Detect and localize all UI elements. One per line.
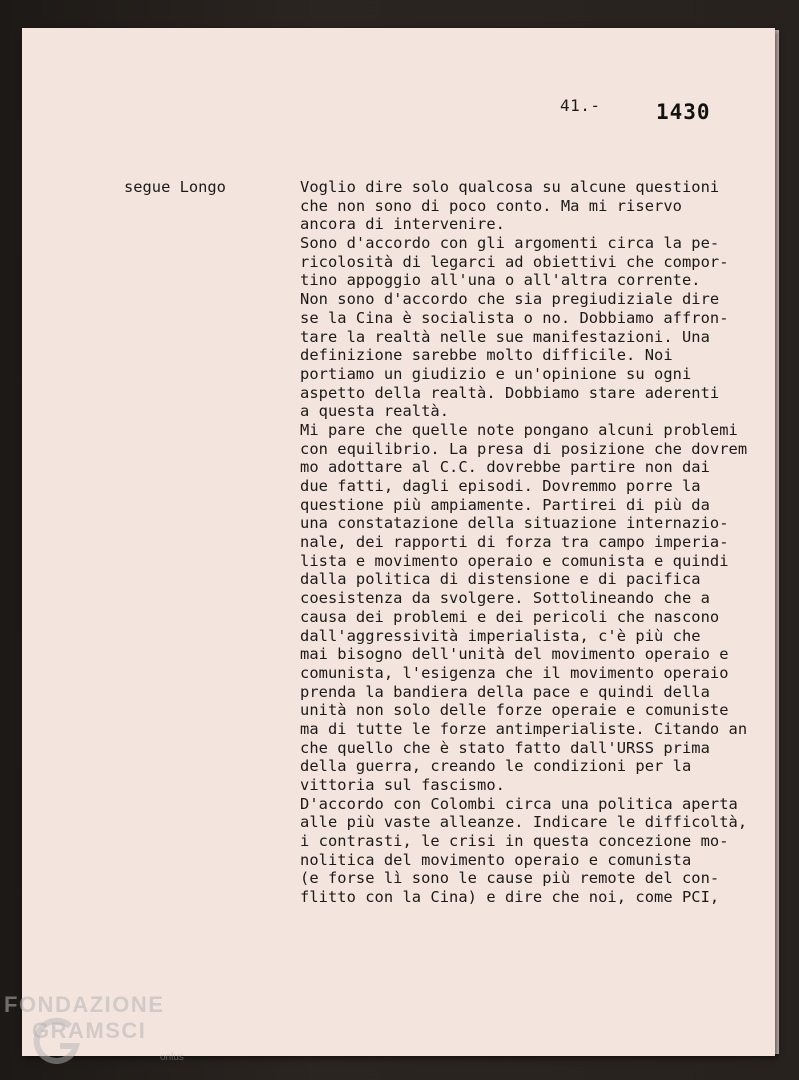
page-number: 41.- [560,96,601,115]
document-number: 1430 [656,100,711,124]
text-line: mo adottare al C.C. dovrebbe partire non dai [300,458,710,477]
text-line: Mi pare che quelle note pongano alcuni problemi [300,420,738,439]
body-text [300,178,755,907]
text-line: a questa realtà. [300,402,450,421]
text-line: i contrasti, le crisi in questa concezione mo- [300,832,729,851]
text-line: che quello che è stato fatto dall'URSS prima [300,738,710,757]
text-line: unità non solo delle forze operaie e comuniste [300,701,729,720]
watermark-logo-icon [30,1014,86,1070]
text-line: nale, dei rapporti di forza tra campo imperia- [300,533,729,552]
text-line: questione più ampiamente. Partirei di più da [300,495,710,514]
text-line: D'accordo con Colombi circa una politica aperta [300,794,738,813]
text-line: tino appoggio all'una o all'altra corrente. [300,271,701,290]
text-line: ancora di intervenire. [300,215,505,234]
text-line: lista e movimento operaio e comunista e quindi [300,551,729,570]
watermark-line-2: GRAMSCI [32,1018,147,1043]
text-line: con equilibrio. La presa di posizione che dovrem [300,439,748,458]
watermark-line-1: FONDAZIONE [4,992,165,1017]
text-line: mai bisogno dell'unità del movimento operaio e [300,645,729,664]
text-line: una constatazione della situazione internazio- [300,514,729,533]
text-line: due fatti, dagli episodi. Dovremmo porre la [300,477,701,495]
text-line: dalla politica di distensione e di pacifica [300,570,701,589]
text-line: Sono d'accordo con gli argomenti circa la pe- [300,234,720,253]
text-line: che non sono di poco conto. Ma mi riservo [300,196,682,215]
text-line: alle più vaste alleanze. Indicare le difficoltà, [300,813,748,832]
text-line: comunista, l'esigenza che il movimento operaio [300,663,729,682]
text-line: definizione sarebbe molto difficile. Noi [300,346,673,365]
text-line: causa dei problemi e dei pericoli che nascono [300,607,720,626]
page-edge [775,30,779,1054]
text-line: portiamo un giudizio e un'opinione su ogni [300,364,692,383]
text-line: nolitica del movimento operaio e comunista [300,850,692,869]
text-line: tare la realtà nelle sue manifestazioni. Una [300,327,710,346]
text-line: flitto con la Cina) e dire che noi, come PCI, [300,888,720,907]
text-line: aspetto della realtà. Dobbiamo stare aderenti [300,383,720,402]
text-line: prenda la bandiera della pace e quindi della [300,682,710,701]
text-line: Non sono d'accordo che sia pregiudiziale dire [300,290,720,309]
watermark-small: onlus [160,1052,184,1063]
text-line: ma di tutte le forze antimperialiste. Citando an [300,719,748,738]
text-line: dall'aggressività imperialista, c'è più che [300,626,701,645]
text-line: se la Cina è socialista o no. Dobbiamo affron- [300,308,729,327]
text-line: della guerra, creando le condizioni per la [300,757,692,776]
text-line: vittoria sul fascismo. [300,776,505,794]
text-line: ricolosità di legarci ad obiettivi che compor- [300,252,729,271]
text-line: coesistenza da svolgere. Sottolineando che a [300,589,710,608]
text-line: Voglio dire solo qualcosa su alcune questioni [300,178,720,196]
text-line: (e forse lì sono le cause più remote del con- [300,869,720,888]
speaker-label: segue Longo [124,178,226,196]
